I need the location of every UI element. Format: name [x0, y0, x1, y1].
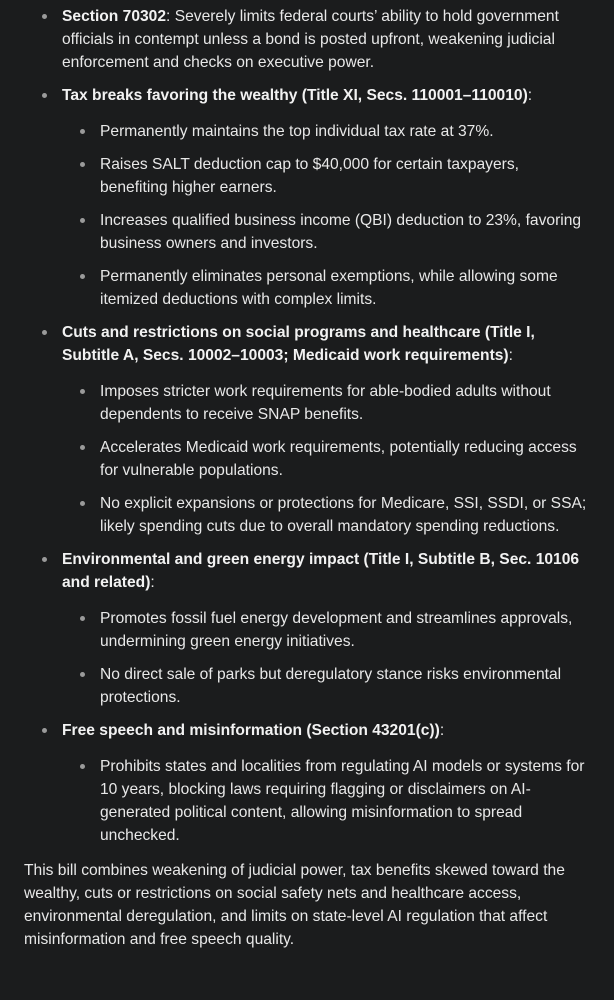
sub-list-item: Prohibits states and localities from regulating AI models or systems for 10 years, blocking laws requiring flagging or disclaimers on AI-generated political content, allowing misinformation to spread unchecked. [62, 755, 590, 847]
sub-list-item: No direct sale of parks but deregulatory stance risks environmental protections. [62, 663, 590, 709]
sub-list [62, 607, 590, 709]
provisions-list [24, 5, 590, 847]
sub-list [62, 380, 590, 538]
sub-list-item: Permanently maintains the top individual tax rate at 37%. [62, 120, 590, 143]
sub-list-item: Raises SALT deduction cap to $40,000 for certain taxpayers, benefiting higher earners. [62, 153, 590, 199]
sub-list-item: Accelerates Medicaid work requirements, potentially reducing access for vulnerable populations. [62, 436, 590, 482]
list-item [24, 548, 590, 709]
item-title: Section 70302 [62, 8, 167, 25]
item-text: : [527, 87, 533, 104]
item-text: : Severely limits federal courts’ ability to hold government officials in contempt unless a bond is posted upfront, weakening judicial enforcement and checks on executive power. [62, 8, 559, 71]
sub-list-item: No explicit expansions or protections for Medicare, SSI, SSDI, or SSA; likely spending cuts due to overall mandatory spending reductions. [62, 492, 590, 538]
item-text: : [150, 574, 155, 591]
sub-list-item: Imposes stricter work requirements for able-bodied adults without dependents to receive SNAP benefits. [62, 380, 590, 426]
sub-list-item: Permanently eliminates personal exemptions, while allowing some itemized deductions with complex limits. [62, 265, 590, 311]
item-text: : [508, 347, 513, 364]
list-item [24, 84, 590, 311]
item-title: Tax breaks favoring the wealthy (Title XI, Secs. 110001–110010) [62, 87, 528, 104]
item-text: : [439, 722, 445, 739]
sub-list [62, 755, 590, 847]
sub-list-item: Increases qualified business income (QBI) deduction to 23%, favoring business owners and investors. [62, 209, 590, 255]
list-item [24, 5, 590, 74]
list-item [24, 719, 590, 847]
sub-list [62, 120, 590, 311]
sub-list-item: Promotes fossil fuel energy development and streamlines approvals, undermining green energy initiatives. [62, 607, 590, 653]
item-title: Environmental and green energy impact (Title I, Subtitle B, Sec. 10106 and related) [62, 551, 580, 591]
item-title: Cuts and restrictions on social programs and healthcare (Title I, Subtitle A, Secs. 10002–10003; Medicaid work requirements) [62, 324, 535, 364]
item-title: Free speech and misinformation (Section 43201(c)) [62, 722, 440, 739]
list-item [24, 321, 590, 538]
summary-paragraph: This bill combines weakening of judicial power, tax benefits skewed toward the wealthy, cuts or restrictions on social safety nets and healthcare access, environmental deregulation, and limits on state-level AI regulation that affect misinformation and free speech quality. [24, 862, 565, 948]
